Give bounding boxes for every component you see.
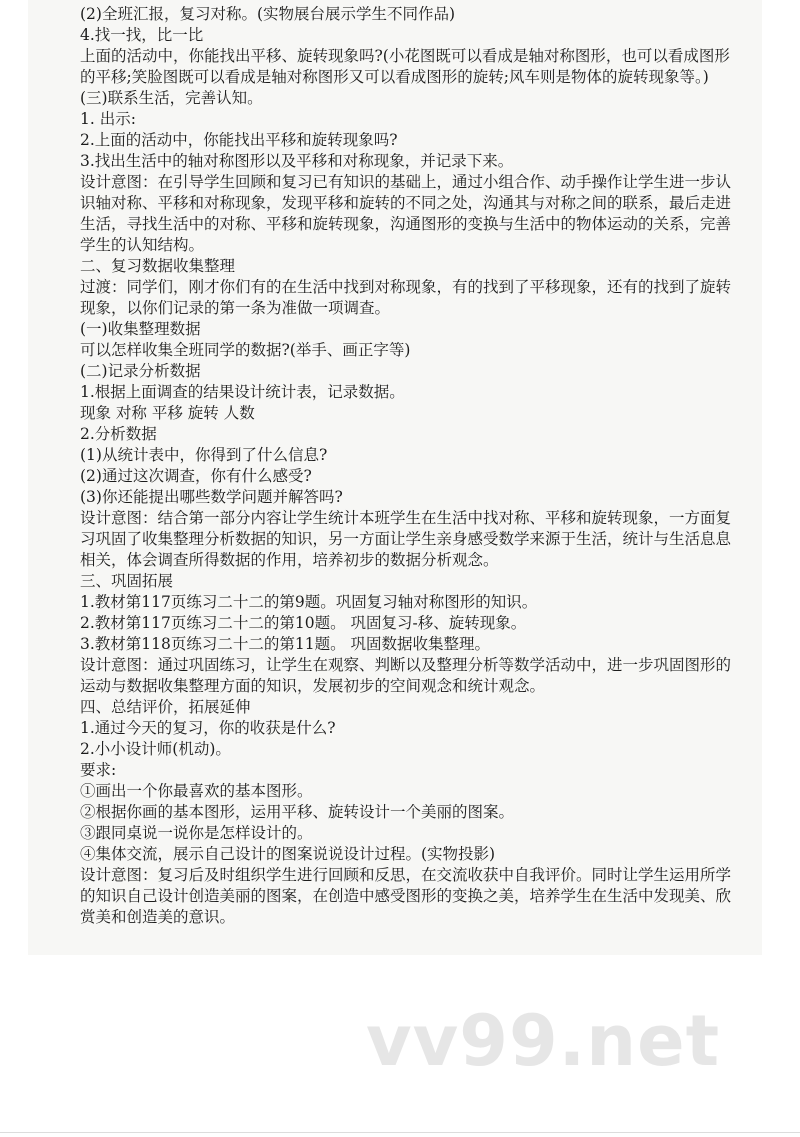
text-line: 4.找一找，比一比	[80, 26, 204, 44]
table-header-line: 现象 对称 平移 旋转 人数	[80, 404, 255, 422]
text-line: (2)全班汇报，复习对称。(实物展台展示学生不同作品)	[80, 5, 456, 23]
text-line: 1.教材第117页练习二十二的第9题。巩固复习轴对称图形的知识。	[80, 593, 538, 611]
text-line: 要求:	[80, 761, 117, 779]
design-intent-paragraph: 设计意图：结合第一部分内容让学生统计本班学生在生活中找对称、平移和旋转现象，一方面复习巩固了收集整理分析数据的知识，另一方面让学生亲身感受数学来源于生活，统计与生活息息相关，体会调查所得数据的作用，培养初步的数据分析观念。	[80, 509, 732, 569]
text-line: 2.分析数据	[80, 425, 157, 443]
design-intent-paragraph: 设计意图：通过巩固练习，让学生在观察、判断以及整理分析等数学活动中，进一步巩固图形的运动与数据收集整理方面的知识，发展初步的空间观念和统计观念。	[80, 656, 732, 695]
text-line: (3)你还能提出哪些数学问题并解答吗?	[80, 488, 343, 506]
text-line: 过渡：同学们，刚才你们有的在生活中找到对称现象，有的找到了平移现象，还有的找到了旋转现象，以你们记录的第一条为准做一项调查。	[80, 278, 732, 317]
document-body	[80, 4, 740, 928]
section-heading: (三)联系生活，完善认知。	[80, 89, 263, 107]
text-line: ④集体交流，展示自己设计的图案说说设计过程。(实物投影)	[80, 845, 496, 863]
text-line: 3.教材第118页练习二十二的第11题。 巩固数据收集整理。	[80, 635, 491, 653]
text-line: 2.教材第117页练习二十二的第10题。 巩固复习-移、旋转现象。	[80, 614, 527, 632]
section-heading: (二)记录分析数据	[80, 362, 201, 380]
section-heading: (一)收集整理数据	[80, 320, 201, 338]
text-line: (2)通过这次调查，你有什么感受?	[80, 467, 312, 485]
design-intent-paragraph: 设计意图：复习后及时组织学生进行回顾和反思，在交流收获中自我评价。同时让学生运用所学的知识自己设计创造美丽的图案，在创造中感受图形的变换之美，培养学生在生活中发现美、欣赏美和创造美的意识。	[80, 866, 732, 926]
text-line: 可以怎样收集全班同学的数据?(举手、画正字等)	[80, 341, 411, 359]
text-line: ③跟同桌说一说你是怎样设计的。	[80, 824, 313, 842]
text-line: (1)从统计表中，你得到了什么信息?	[80, 446, 328, 464]
design-intent-paragraph: 设计意图：在引导学生回顾和复习已有知识的基础上，通过小组合作、动手操作让学生进一步认识轴对称、平移和对称现象，发现平移和旋转的不同之处，沟通其与对称之间的联系，最后走进生活，寻找生活中的对称、平移和旋转现象，沟通图形的变换与生活中的物体运动的关系，完善学生的认知结构。	[80, 173, 732, 254]
text-line: 上面的活动中，你能找出平移、旋转现象吗?(小花图既可以看成是轴对称图形，也可以看成图形的平移;笑脸图既可以看成是轴对称图形又可以看成图形的旋转;风车则是物体的旋转现象等。)	[80, 47, 730, 86]
divider	[0, 1132, 800, 1133]
text-line: 2.小小设计师(机动)。	[80, 740, 231, 758]
text-line: ①画出一个你最喜欢的基本图形。	[80, 782, 313, 800]
text-line: 1. 出示:	[80, 110, 136, 128]
text-line: 2.上面的活动中，你能找出平移和旋转现象吗?	[80, 131, 398, 149]
watermark: vv99.net	[366, 1000, 721, 1082]
text-line: 3.找出生活中的轴对称图形以及平移和对称现象，并记录下来。	[80, 152, 514, 170]
section-heading: 四、总结评价，拓展延伸	[80, 698, 251, 716]
text-line: 1.通过今天的复习，你的收获是什么?	[80, 719, 336, 737]
text-line: 1.根据上面调查的结果设计统计表，记录数据。	[80, 383, 405, 401]
text-line: ②根据你画的基本图形，运用平移、旋转设计一个美丽的图案。	[80, 803, 515, 821]
section-heading: 二、复习数据收集整理	[80, 257, 236, 275]
section-heading: 三、巩固拓展	[80, 572, 174, 590]
